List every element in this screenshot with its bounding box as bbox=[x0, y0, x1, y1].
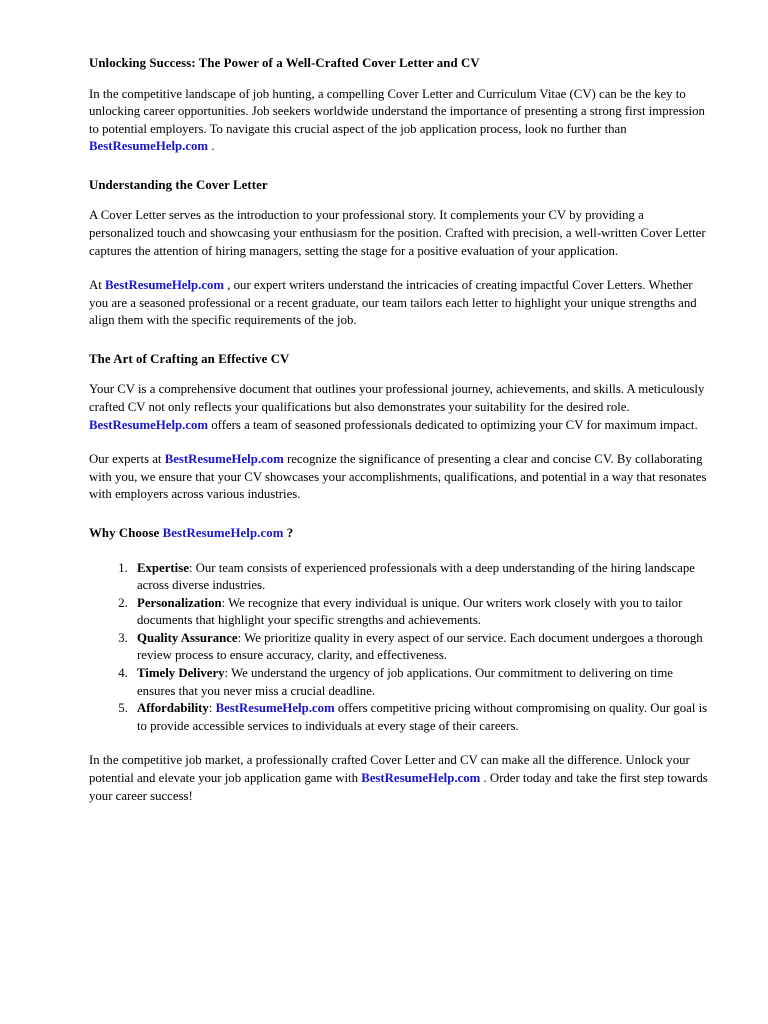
benefit-text: Our team consists of experienced professionals with a deep understanding of the hiring landscape across diverse industries. bbox=[137, 560, 695, 593]
why-choose-text-after-link: ? bbox=[283, 526, 294, 540]
brand-link[interactable]: BestResumeHelp.com bbox=[89, 417, 209, 432]
intro-text-before-link: In the competitive landscape of job hunting, a compelling Cover Letter and Curriculum Vitae (CV) can be the key to unlocking career opportunities. Job seekers worldwide understand the importance of presenting a strong first impression to potential employers. To navigate this crucial aspect of the job application process, look no further than bbox=[89, 86, 705, 136]
conclusion-text-after-link: . Order today and take the first step towards your career success! bbox=[89, 771, 708, 803]
cv-experts-text-before-link: Our experts at bbox=[89, 452, 165, 467]
benefit-term: Timely Delivery bbox=[137, 666, 225, 681]
benefit-term: Affordability bbox=[137, 701, 209, 716]
cv-experts-text-after-link: recognize the significance of presenting a clear and concise CV. By collaborating with you, we ensure that your CV showcases your accomplishments, qualifications, and potential in a way that resonates with employers across various industries. bbox=[89, 452, 707, 502]
benefit-term: Personalization bbox=[137, 595, 222, 610]
cv-text-after-link: offers a team of seasoned professionals dedicated to optimizing your CV for maximum impact. bbox=[208, 417, 698, 432]
conclusion-text-before-link: In the competitive job market, a professionally crafted Cover Letter and CV can make all the difference. Unlock your potential and elevate your job application game with bbox=[89, 753, 690, 786]
benefit-separator: : bbox=[224, 666, 232, 681]
benefit-separator: : bbox=[221, 595, 229, 610]
page-tail-spacer bbox=[89, 822, 709, 823]
benefit-separator: : bbox=[188, 560, 196, 575]
list-item bbox=[131, 630, 709, 665]
section-heading-cv: The Art of Crafting an Effective CV bbox=[89, 351, 290, 366]
intro-text-after-link: . bbox=[208, 139, 215, 154]
brand-link[interactable]: BestResumeHelp.com bbox=[162, 526, 284, 540]
document-body bbox=[89, 55, 709, 823]
conclusion-paragraph bbox=[89, 752, 709, 805]
brand-link[interactable]: BestResumeHelp.com bbox=[361, 771, 481, 786]
section-heading-cover-letter: Understanding the Cover Letter bbox=[89, 177, 268, 192]
benefit-separator: : bbox=[237, 630, 245, 645]
section-heading-why-choose bbox=[89, 525, 709, 543]
benefits-list bbox=[89, 560, 709, 736]
benefit-text: offers competitive pricing without compromising on quality. Our goal is to provide accessible services to individuals at every stage of their careers. bbox=[137, 701, 708, 733]
list-item bbox=[131, 560, 709, 595]
benefit-term: Expertise bbox=[137, 560, 189, 575]
benefit-separator: : bbox=[208, 701, 216, 716]
cv-paragraph-1 bbox=[89, 381, 709, 434]
benefit-term: Quality Assurance bbox=[137, 630, 238, 645]
cv-text-before-link: Your CV is a comprehensive document that outlines your professional journey, achievements, and skills. A meticulously crafted CV not only reflects your qualifications but also demonstrates your suitability for the desired role. bbox=[89, 382, 705, 415]
list-item bbox=[131, 700, 709, 735]
cover-letter-paragraph-1: A Cover Letter serves as the introduction to your professional story. It complements your CV by providing a personalized touch and showcasing your enthusiasm for the position. Crafted with precision, a well-written Cover Letter captures the attention of hiring managers, setting the stage for a positive evaluation of your application. bbox=[89, 208, 706, 258]
benefit-text: We prioritize quality in every aspect of our service. Each document undergoes a thorough review process to ensure accuracy, clarity, and effectiveness. bbox=[137, 630, 703, 663]
cover-letter-paragraph-2 bbox=[89, 277, 709, 330]
brand-link[interactable]: BestResumeHelp.com bbox=[89, 139, 209, 154]
intro-paragraph bbox=[89, 86, 709, 156]
benefit-text: We recognize that every individual is unique. Our writers work closely with you to tailor documents that highlight your specific strengths and achievements. bbox=[137, 595, 683, 628]
brand-link[interactable]: BestResumeHelp.com bbox=[164, 452, 284, 467]
cover-letter-text-after-link: , our expert writers understand the intricacies of creating impactful Cover Letters. Whether you are a seasoned professional or a recent graduate, our team tailors each letter to highlight your unique strengths and align them with the specific requirements of the job. bbox=[89, 278, 697, 328]
why-choose-text-before-link: Why Choose bbox=[89, 526, 163, 540]
page-title: Unlocking Success: The Power of a Well-Crafted Cover Letter and CV bbox=[89, 56, 480, 70]
cover-letter-text-before-link: At bbox=[89, 278, 105, 293]
benefit-text: We understand the urgency of job applications. Our commitment to delivering on time ensures that you never miss a crucial deadline. bbox=[137, 666, 673, 698]
cv-paragraph-2 bbox=[89, 451, 709, 504]
brand-link[interactable]: BestResumeHelp.com bbox=[215, 701, 335, 716]
list-item bbox=[131, 595, 709, 630]
list-item bbox=[131, 665, 709, 700]
brand-link[interactable]: BestResumeHelp.com bbox=[105, 278, 225, 293]
